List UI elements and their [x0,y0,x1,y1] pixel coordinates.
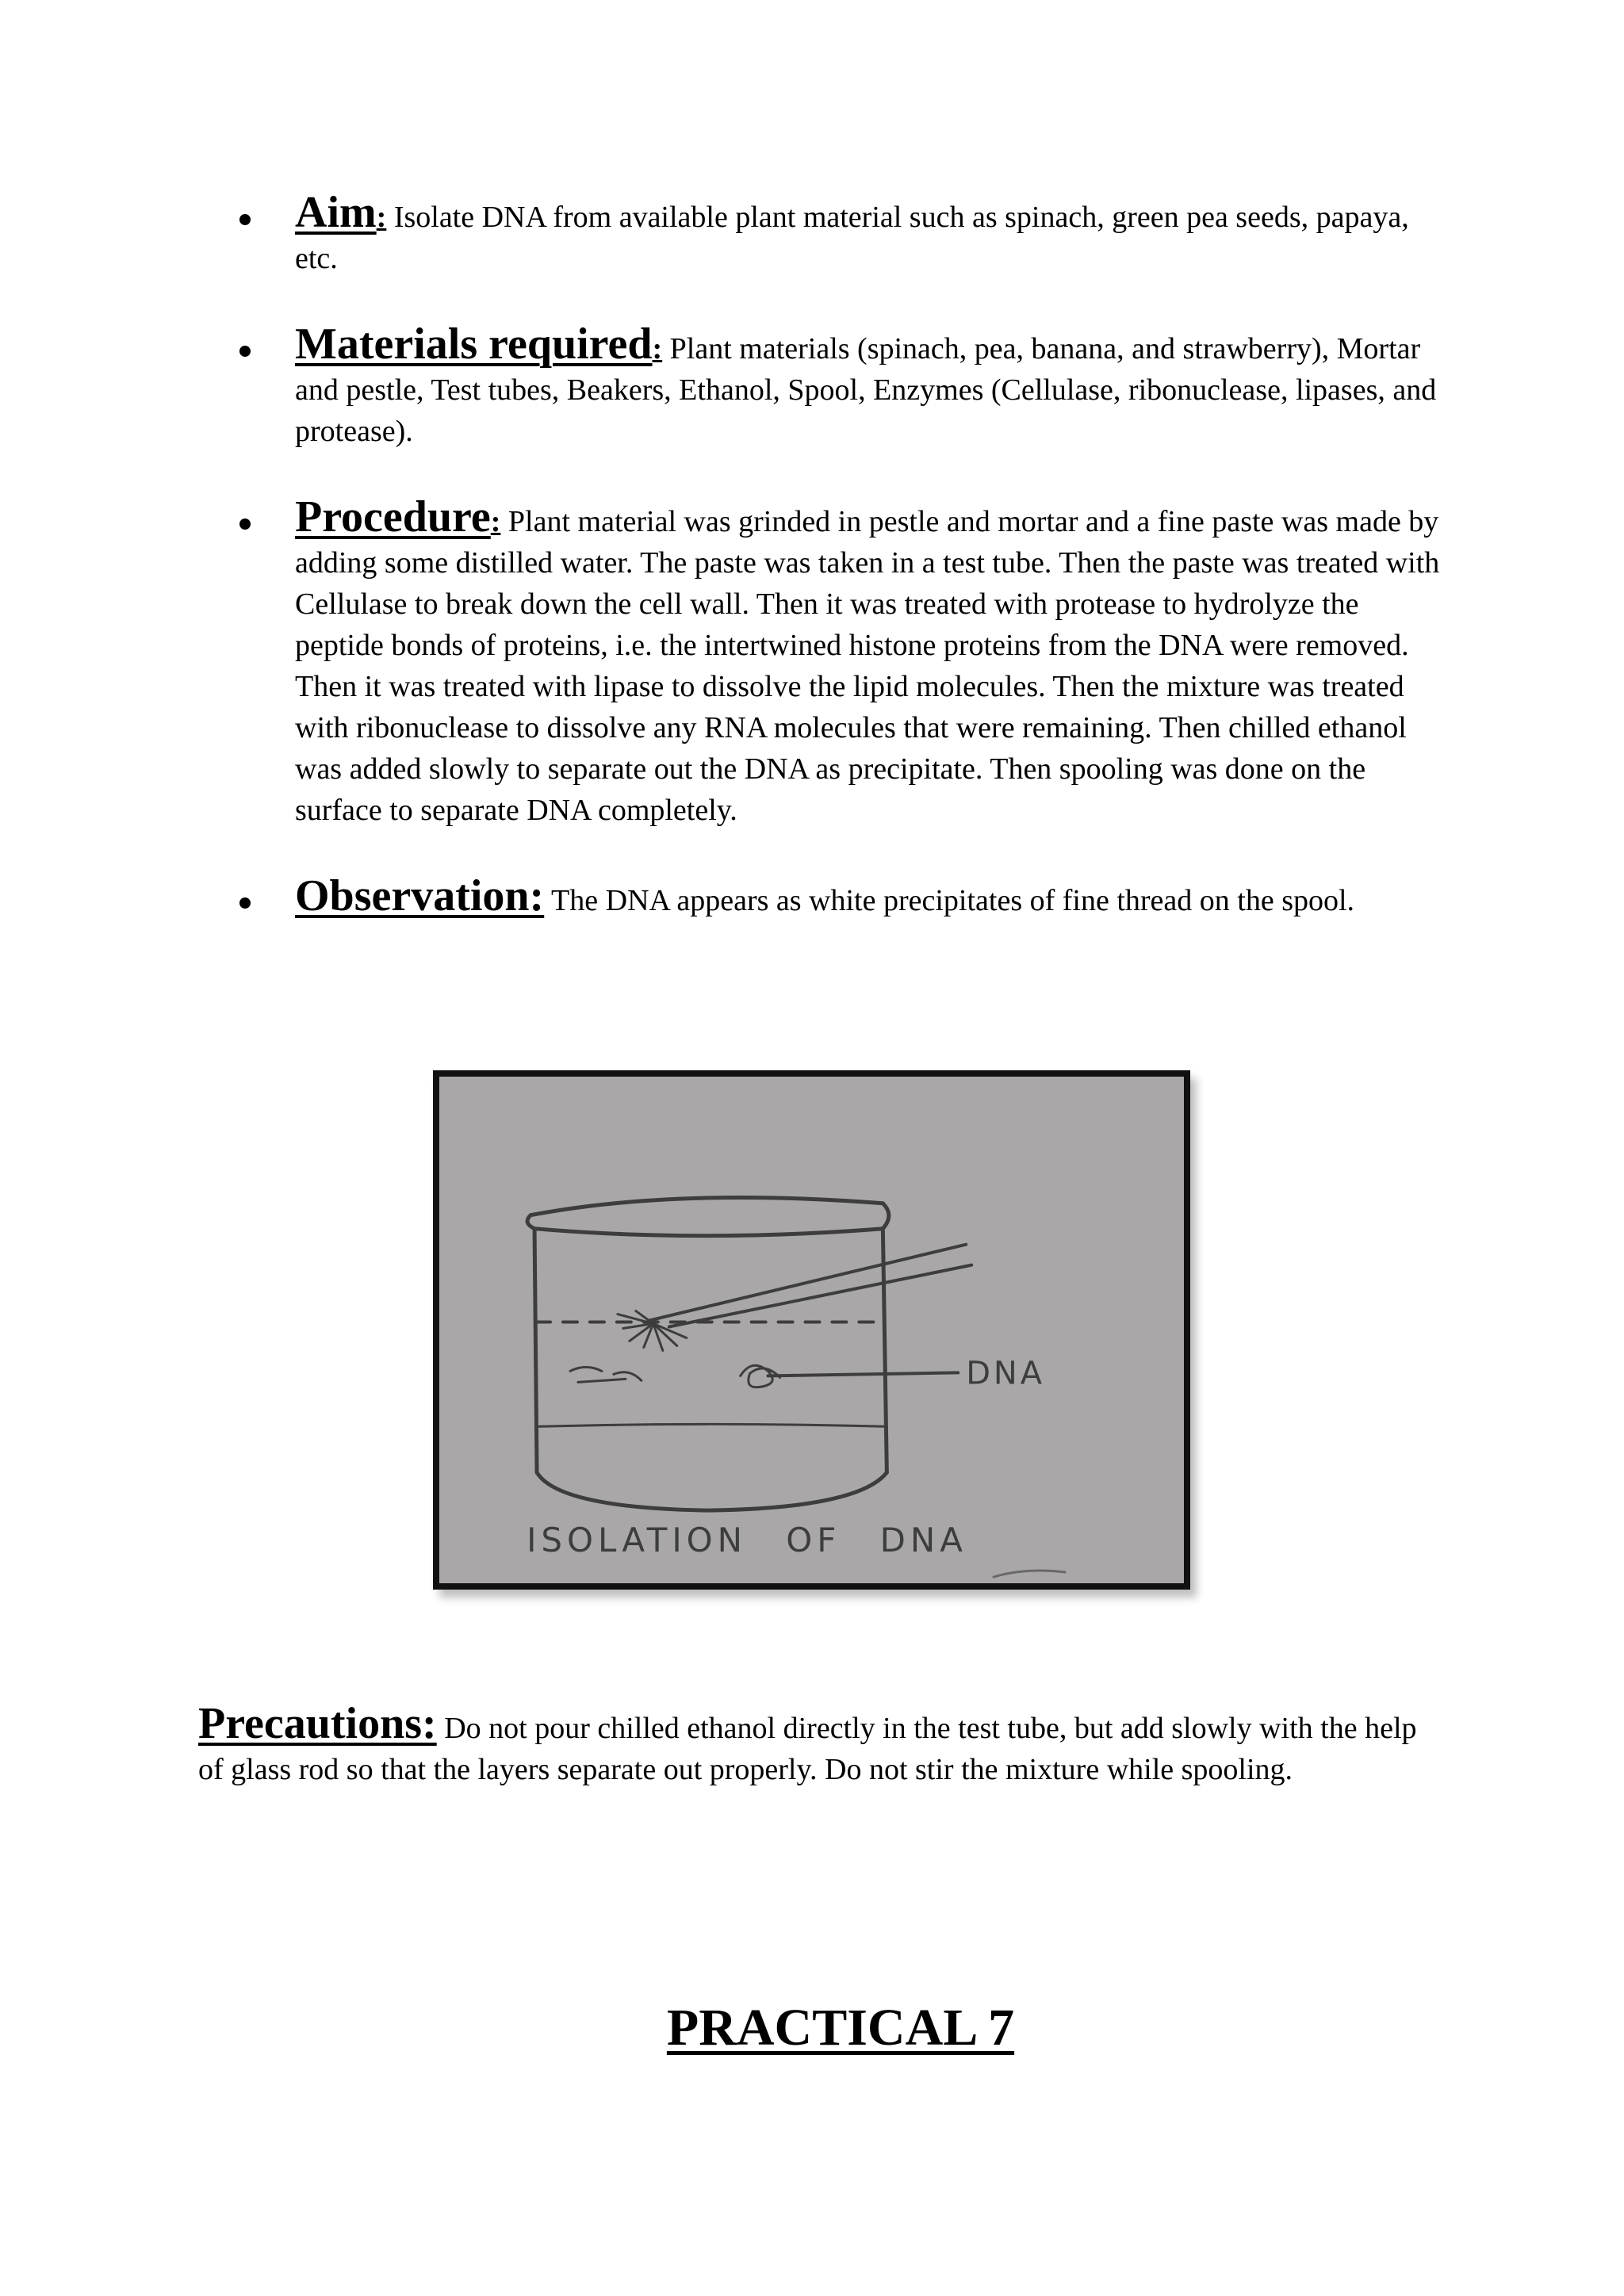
heading-colon: : [652,332,663,365]
section-heading: Observation: [295,871,545,920]
section-procedure [238,492,1443,831]
precautions-body: Do not pour chilled ethanol directly in the test tube, but add slowly with the help of glass rod so that the layers separate out properly. Do not stir the mixture while spooling. [198,1712,1417,1786]
bullet-icon [239,897,251,909]
precautions-section [198,1699,1435,1790]
section-body: Isolate DNA from available plant material such as spinach, green pea seeds, papaya, etc. [295,201,1409,275]
precautions-heading: Precautions: [198,1699,437,1748]
section-materials [238,320,1443,452]
section-heading: Aim [295,188,377,237]
practical-title: PRACTICAL 7 [666,1999,1015,2057]
section-heading: Procedure [295,492,491,541]
section-body: The DNA appears as white precipitates of fine thread on the spool. [551,884,1355,917]
section-observation [238,871,1443,921]
dna-label: DNA [966,1355,1046,1392]
beaker-left-wall [534,1229,537,1473]
section-body: Plant materials (spinach, pea, banana, and strawberry), Mortar and pestle, Test tubes, Beakers, Ethanol, Spool, Enzymes (Cellulase, ribonuclease, lipases, and protease). [295,332,1437,448]
section-list [238,188,1443,921]
heading-colon: : [376,201,387,234]
section-body: Plant material was grinded in pestle and mortar and a fine paste was made by adding some distilled water. The paste was taken in a test tube. Then the paste was treated with Cellulase to break down the cell wall. Then it was treated with protease to hydrolyze the peptide bonds of proteins, i.e. the intertwined histone proteins from the DNA were removed. Then it was treated with lipase to dissolve the lipid molecules. Then the mixture was treated with ribonuclease to dissolve any RNA molecules that were remaining. Then chilled ethanol was added slowly to separate out the DNA as precipitate. Then spooling was done on the surface to separate DNA completely. [295,505,1440,827]
section-aim [238,188,1443,279]
bullet-icon [239,346,251,357]
bullet-icon [239,519,251,530]
dna-isolation-figure [433,1070,1190,1590]
beaker-sketch [439,1077,1184,1583]
figure-caption: ISOLATION OF DNA [527,1521,967,1560]
heading-colon: : [490,505,501,538]
section-heading: Materials required [295,320,653,369]
bullet-icon [239,214,251,225]
